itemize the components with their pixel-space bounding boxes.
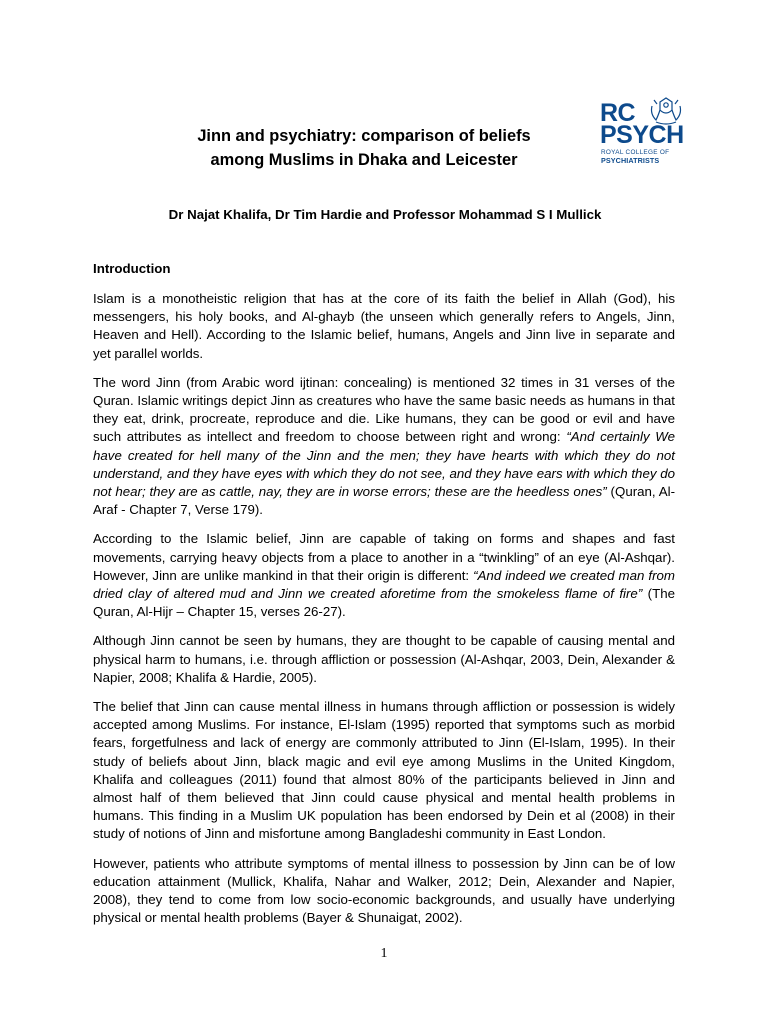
page-number: 1 [380,946,388,961]
paragraph-4: Although Jinn cannot be seen by humans, they are thought to be capable of causing mental and physical harm to humans, i.e. through affliction or possession (Al-Ashqar, 2003, Dein, Alexander & Napier, 2008; Khalifa & Hardie, 2005). [93,633,675,685]
title-line-2: among Muslims in Dhaka and Leicester [210,151,518,169]
paragraph-2-quote: “And certainly We have created for hell many of the Jinn and the men; they have hearts with which they do not understand, and they have eyes with which they do not see, and they have ears with which they do not hear; they are as cattle, nay, they are in worse errors; these are the heedless ones” [93,429,675,500]
author-list: Dr Najat Khalifa, Dr Tim Hardie and Professor Mohammad S I Mullick [168,207,602,222]
document-title [150,124,578,172]
paragraph-6: However, patients who attribute symptoms of mental illness to possession by Jinn can be of low education attainment (Mullick, Khalifa, Nahar and Walker, 2012; Dein, Alexander and Napier, 2008), they tend to come from low socio-economic backgrounds, and usually have underlying physical or mental health problems (Bayer & Shunaigat, 2002). [93,855,675,926]
paragraph-5: The belief that Jinn can cause mental illness in humans through affliction or possession is widely accepted among Muslims. For instance, El-Islam (1995) reported that symptoms such as morbid fears, forgetfulness and lack of energy are commonly attributed to Jinn (El-Islam, 1995). In their study of beliefs about Jinn, black magic and evil eye among Muslims in the United Kingdom, Khalifa and colleagues (2011) found that almost 80% of the participants believed in Jinn and almost half of them believed that Jinn could cause physical and mental health problems in humans. This finding in a Muslim UK population has been endorsed by Dein et al (2008) in their study of notions of Jinn and misfortune among Bangladeshi community in East London. [93,699,675,842]
paragraph-1: Islam is a monotheistic religion that has at the core of its faith the belief in Allah (God), his messengers, his holy books, and Al-ghayb (the unseen which generally refers to Angels, Jinn, Heaven and Hell). According to the Islamic belief, humans, Angels and Jinn live in separate and yet parallel worlds. [93,291,675,361]
paragraph-2-text: The word Jinn (from Arabic word ijtinan: concealing) is mentioned 32 times in 31 verses of the Quran. Islamic writings depict Jinn as creatures who have the same basic needs as humans in that they eat, drink, procreate, reproduce and die. Like humans, they can be good or evil and have such attributes as intellect and freedom to choose between right and wrong: [93,374,675,445]
rcpsych-logo [600,96,690,172]
paragraph-3 [93,530,675,621]
paragraph-2-citation: (Quran, Al-Araf - Chapter 7, Verse 179). [93,484,675,518]
section-heading: Introduction [93,261,171,276]
logo-rc-text: RC [600,99,636,127]
title-line-1: Jinn and psychiatry: comparison of beliefs [197,127,531,145]
paragraph-2 [93,374,675,520]
logo-tagline-line1: ROYAL COLLEGE OF [601,149,670,156]
logo-psych-text: PSYCH [600,121,684,149]
logo-tagline-line2: PSYCHIATRISTS [601,155,660,165]
logo-tagline [601,149,691,164]
paragraph-3-quote: “And indeed we created man from dried clay of altered mud and Jinn we created aforetime from the smokeless flame of fire” [93,567,675,602]
paragraph-3-citation: (The Quran, Al-Hijr – Chapter 15, verses 26-27). [93,586,675,620]
body-text [93,290,675,939]
paragraph-3-text: According to the Islamic belief, Jinn are capable of taking on forms and shapes and fast movements, carrying heavy objects from a place to another in a “twinkling” of an eye (Al-Ashqar). However, Jinn are unlike mankind in that their origin is different: [93,531,675,583]
